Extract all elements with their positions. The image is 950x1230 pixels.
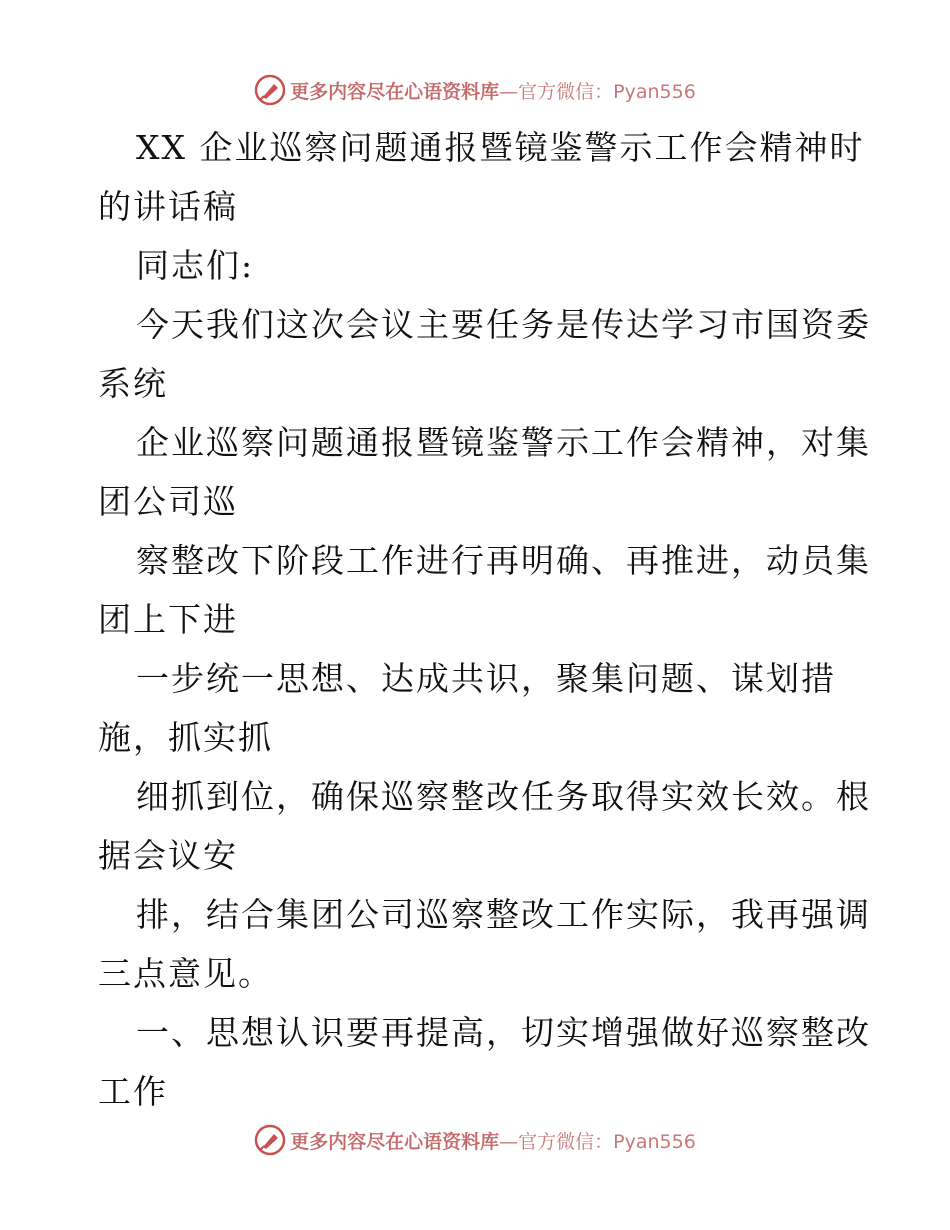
doc-line: 同志们:: [136, 246, 255, 285]
pen-nib-logo-icon: [254, 1124, 286, 1156]
doc-line: 察整改下阶段工作进行再明确、再推进，动员集: [136, 541, 871, 580]
banner-text-part1: 更多内容尽在心语资料库: [290, 80, 500, 103]
banner-text: [290, 77, 696, 104]
doc-line: 一步统一思想、达成共识，聚集问题、谋划措: [136, 659, 836, 698]
banner-text-part2: —官方微信：Pyan556: [499, 80, 696, 103]
banner-text: [290, 1127, 696, 1154]
doc-line: 细抓到位，确保巡察整改任务取得实效长效。根: [136, 777, 871, 816]
doc-line: 排，结合集团公司巡察整改工作实际，我再强调: [136, 895, 871, 934]
pen-nib-logo-icon: [254, 74, 286, 106]
doc-line: 一、思想认识要再提高，切实增强做好巡察整改: [136, 1013, 871, 1052]
banner-text-part1: 更多内容尽在心语资料库: [290, 1130, 500, 1153]
doc-line: 工作: [98, 1072, 168, 1111]
document-body: [98, 118, 871, 1121]
doc-line: 今天我们这次会议主要任务是传达学习市国资委: [136, 305, 871, 344]
doc-line: 据会议安: [98, 836, 238, 875]
doc-line: 的讲话稿: [98, 187, 238, 226]
doc-line: 团上下进: [98, 600, 238, 639]
doc-line: 三点意见。: [98, 954, 273, 993]
banner-text-part2: —官方微信：Pyan556: [499, 1130, 696, 1153]
doc-line: 系统: [98, 364, 168, 403]
header-banner: [0, 70, 950, 110]
footer-banner: [0, 1120, 950, 1160]
doc-line: 团公司巡: [98, 482, 238, 521]
doc-line: 企业巡察问题通报暨镜鉴警示工作会精神，对集: [136, 423, 871, 462]
doc-line: XX 企业巡察问题通报暨镜鉴警示工作会精神时: [136, 128, 865, 167]
doc-line: 施，抓实抓: [98, 718, 273, 757]
